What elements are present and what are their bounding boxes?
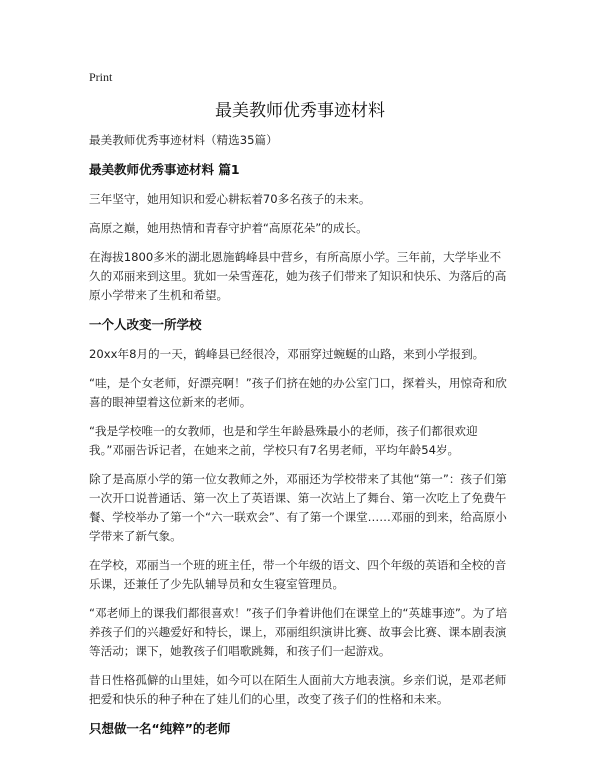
paragraph-5: “哇，是个女老师，好漂亮啊！”孩子们挤在她的办公室门口，探着头，用惊奇和欣喜的眼神望着这位新来的老师。 <box>89 376 507 409</box>
paragraph-3: 在海拔1800多米的湖北恩施鹤峰县中营乡，有所高原小学。三年前，大学毕业不久的邓丽来到这里。犹如一朵雪莲花，她为孩子们带来了知识和快乐、为落后的高原小学带来了生机和希望。 <box>89 250 507 302</box>
paragraph-10: 昔日性格孤僻的山里娃，如今可以在陌生人面前大方地表演。乡亲们说，是邓老师把爱和快乐的种子种在了娃儿们的心里，改变了孩子们的性格和未来。 <box>89 673 507 706</box>
paragraph-1: 三年坚守，她用知识和爱心耕耘着70多名孩子的未来。 <box>89 192 371 206</box>
section-heading-2: 一个人改变一所学校 <box>89 317 202 332</box>
paragraph-8: 在学校，邓丽当一个班的班主任，带一个年级的语文、四个年级的英语和全校的音乐课，还兼任了少先队辅导员和女生寝室管理员。 <box>89 558 507 591</box>
paragraph-4: 20xx年8月的一天，鹤峰县已经很冷，邓丽穿过蜿蜒的山路，来到小学报到。 <box>89 347 485 361</box>
paragraph-6: “我是学校唯一的女教师，也是和学生年龄悬殊最小的老师，孩子们都很欢迎我。”邓丽告诉记者，在她来之前，学校只有7名男老师，平均年龄54岁。 <box>89 424 478 457</box>
article-body <box>89 131 509 749</box>
paragraph-9: “邓老师上的课我们都很喜欢！”孩子们争着讲他们在课堂上的“英雄事迹”。为了培养孩子们的兴趣爱好和特长，课上，邓丽组织演讲比赛、故事会比赛、课本剧表演等活动；课下，她教孩子们唱歌跳舞，和孩子们一起游戏。 <box>89 606 508 658</box>
paragraph-2: 高原之巅，她用热情和青春守护着“高原花朵”的成长。 <box>89 221 368 235</box>
section-heading-3: 只想做一名“纯粹”的老师 <box>89 721 231 736</box>
section-heading-1: 最美教师优秀事迹材料 篇1 <box>89 162 240 177</box>
article-subtitle: 最美教师优秀事迹材料（精选35篇） <box>89 133 278 147</box>
print-link[interactable]: Print <box>89 70 113 84</box>
page-title: 最美教师优秀事迹材料 <box>215 101 385 121</box>
paragraph-7: 除了是高原小学的第一位女教师之外，邓丽还为学校带来了其他“第一”：孩子们第一次开口说普通话、第一次上了英语课、第一次站上了舞台、第一次吃上了免费午餐、学校举办了第一个“六一联欢会”、有了第一个课堂……邓丽的到来，给高原小学带来了新气象。 <box>89 472 507 543</box>
